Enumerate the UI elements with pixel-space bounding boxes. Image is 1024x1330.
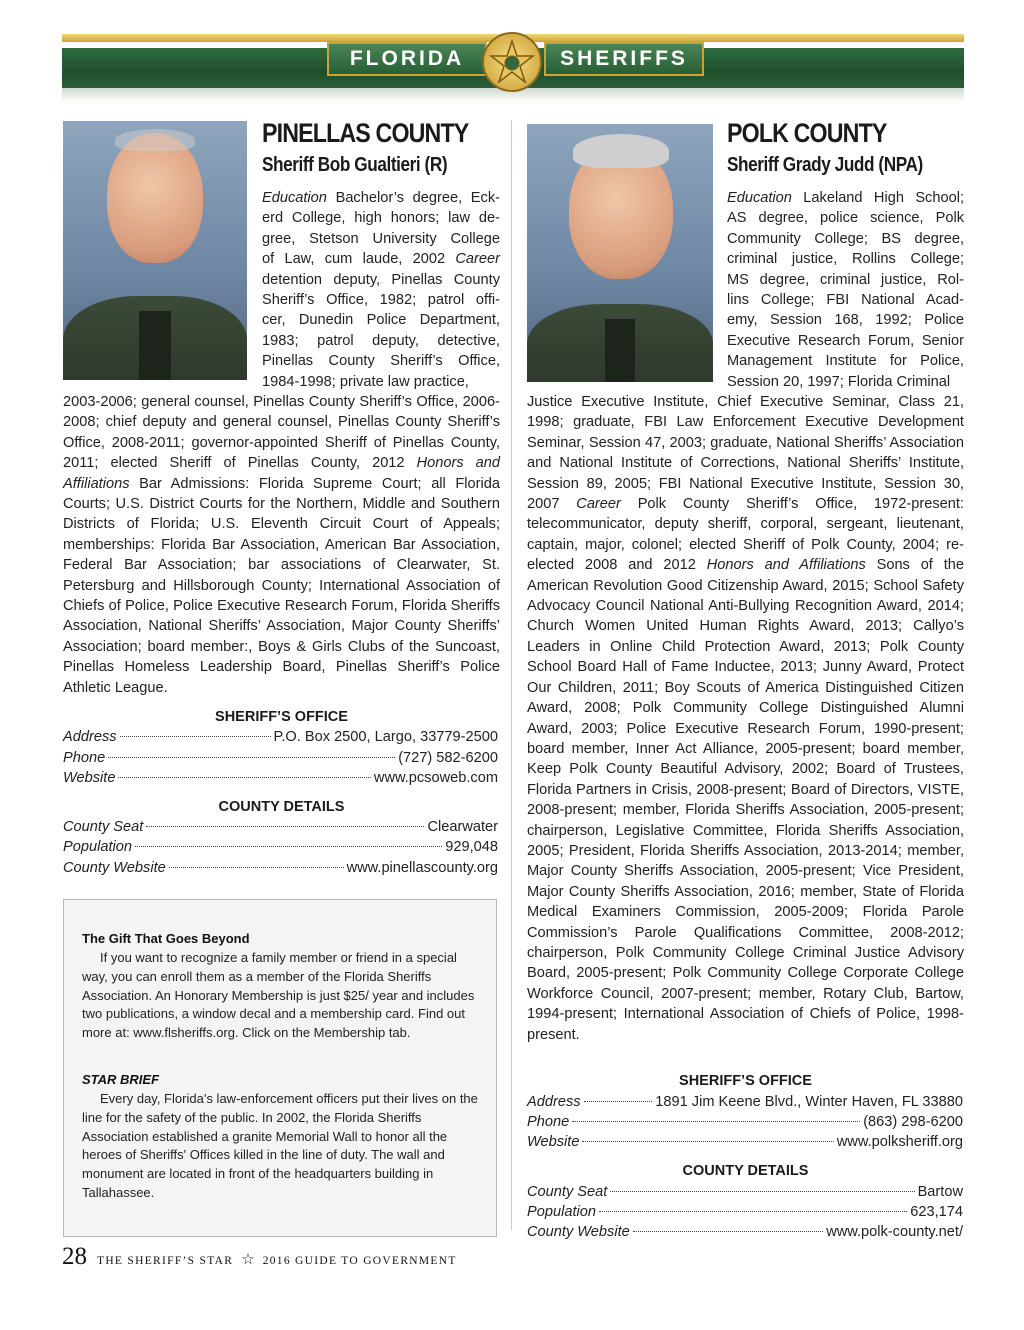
left-sheriff-name: Sheriff Bob Gualtieri (R) — [262, 154, 448, 176]
left-seat-row — [63, 819, 498, 839]
phone-label: Phone — [63, 750, 106, 766]
right-website-row — [527, 1134, 963, 1154]
county-website-link[interactable]: www.pinellascounty.org — [346, 860, 498, 876]
population-value: 623,174 — [910, 1204, 963, 1220]
right-address-row — [527, 1094, 963, 1114]
population-value: 929,048 — [445, 839, 498, 855]
county-website-label: County Website — [63, 860, 166, 876]
banner-label-sheriffs: SHERIFFS — [544, 42, 704, 76]
left-website-row — [63, 770, 498, 790]
county-website-link[interactable]: www.polk-county.net/ — [826, 1224, 963, 1240]
seat-value: Clearwater — [427, 819, 498, 835]
star-icon: ☆ — [241, 1251, 255, 1268]
address-value: 1891 Jim Keene Blvd., Winter Haven, FL 33880 — [655, 1094, 963, 1110]
seat-label: County Seat — [63, 819, 144, 835]
left-office-heading: SHERIFF’S OFFICE — [215, 709, 348, 725]
banner-label-florida: FLORIDA — [327, 42, 487, 76]
left-bio: 2003-2006; general counsel, Pinellas County Sheriff’s Office, 2006-2008; chief deputy and general counsel, Pinellas County Sheriff’s Office, 2008-2011; governor-appointed Sheriff of Pinellas County, 2011; elected Sheriff of Pinellas County, 2012 Honors and Affiliations Bar Admissions: Florida Supreme Court; all Florida Courts; U.S. District Courts for the Northern, Middle and Southern Districts of Florida; U.S. Eleventh Circuit Court of Appeals; memberships: Florida Bar Association, American Bar Association, Federal Bar Association; bar associations of Clearwater, St. Petersburg and Hillsborough County; International Association of Chiefs of Police, Police Executive Research Forum, Florida Sheriffs Association, National Sheriffs’ Association, Major County Sheriffs’ Association; board member:, Boys & Girls Clubs of the Suncoast, Pinellas Homeless Leadership Board, Pinellas Sheriff’s Police Athletic League. — [63, 394, 501, 696]
right-seat-row — [527, 1184, 963, 1204]
right-bio-top: Education Lakeland High School; AS degree, police science, Polk Community College; BS degree, criminal justice, Rollins College; MS degree, criminal justice, Rol- lins College; FBI National Acad- emy, Session 168, 1992; Police Executive Research Forum, Senior Management Institute for Police, Session 20, 1997; Florida Criminal — [727, 190, 964, 390]
right-population-row — [527, 1204, 963, 1224]
column-divider — [511, 120, 512, 1230]
phone-value: (863) 298-6200 — [863, 1114, 963, 1130]
website-link[interactable]: www.pcsoweb.com — [373, 770, 498, 786]
star-brief-paragraph: Every day, Florida’s law-enforcement officers put their lives on the line for the safety of the public. In 2002, the Florida Sheriffs Association established a granite Memorial Wall to honor all the heroes of Sheriffs' Offices killed in the line of duty. The wall and monument are located in front of the headquarters building in Tallahassee. — [82, 1091, 478, 1200]
page-number: 28 — [62, 1243, 87, 1270]
left-details-heading: COUNTY DETAILS — [218, 799, 345, 815]
header-banner — [62, 34, 964, 102]
seat-label: County Seat — [527, 1184, 608, 1200]
gift-title: The Gift That Goes Beyond — [82, 931, 250, 946]
gift-paragraph: If you want to recognize a family member or friend in a special way, you can enroll them as a member of the Florida Sheriffs Association. An Honorary Membership is just $25/ year and includes two publications, a window decal and a membership card. Find out more at: www.flsheriffs.org. Click on the Membership tab. — [82, 950, 475, 1041]
publication-name: THE SHERIFF’S STAR — [97, 1255, 234, 1267]
address-value: P.O. Box 2500, Largo, 33779-2500 — [273, 729, 498, 745]
seat-value: Bartow — [917, 1184, 963, 1200]
sheriff-judd-photo — [527, 124, 713, 382]
sheriff-star-badge-icon — [482, 32, 542, 92]
right-bio: Justice Executive Institute, Chief Executive Seminar, Class 21, 1998; graduate, FBI Law Enforcement Executive Development Seminar, Session 47, 2003; graduate, National Sheriffs’ Association and National Institute of Corrections, National Sheriffs’ Institute, Session 89, 2005; FBI National Executive Institute, Session 30, 2007 Career Polk County Sheriff’s Office, 1972-present: telecommunicator, deputy sheriff, corporal, sergeant, lieutenant, captain, major, colonel; elected Sheriff of Polk County, 2004; re-elected 2008 and 2012 Honors and Affiliations Sons of the American Revolution Good Citizenship Award, 2015; School Safety Advocacy Council National Anti-Bullying Recognition Award, 2014; Church Women United Human Rights Award, 2013; Callyo’s Leaders in Online Child Protection Award, 2013; Polk County School Board Hall of Fame Inductee, 2013; Junny Award, Protect Our Children, 2011; Boy Scouts of America Distinguished Citizen Award, 2008; Polk Community College Distinguished Alumni Award, 2003; Police Executive Research Forum, 1990-present; board member, Inner Act Alliance, 2005-present; board member, Keep Polk County Beautiful Advisory, 2002; Board of Trustees, Florida Partners in Crisis, 2008-present; Board of Directors, VISTE, 2008-present; member, Florida Sheriffs Association, 2005-present; chairperson, Legislative Committee, Florida Sheriffs Association, 2005; President, Florida Sheriffs Association, 2013-2014; member, Major County Sheriffs Association, 2005-present; Vice President, Major County Sheriffs Association, 2016; member, State of Florida Medical Examiners Commission, 2005-2009; Florida Parole Commission’s Parole Qualifications Committee, 2008-2012; chairperson, Polk Community College Criminal Justice Advisory Board, 2005-present; Polk Community College Corporate College Workforce Council, 2007-present; member, Rotary Club, Bartow, 1994-present; International Association of Chiefs of Police, 1998-present. — [527, 394, 964, 1043]
publication-subtitle: 2016 GUIDE TO GOVERNMENT — [262, 1255, 457, 1267]
info-sidebar-box — [63, 899, 497, 1237]
right-phone-row — [527, 1114, 963, 1134]
website-link[interactable]: www.polksheriff.org — [836, 1134, 963, 1150]
county-website-label: County Website — [527, 1224, 630, 1240]
right-office-heading: SHERIFF’S OFFICE — [679, 1073, 812, 1089]
website-label: Website — [527, 1134, 580, 1150]
left-population-row — [63, 839, 498, 859]
star-brief-title: STAR BRIEF — [82, 1072, 160, 1087]
left-phone-row — [63, 750, 498, 770]
address-label: Address — [63, 729, 117, 745]
left-county-website-row — [63, 860, 498, 880]
right-sheriff-name: Sheriff Grady Judd (NPA) — [727, 154, 923, 176]
phone-label: Phone — [527, 1114, 570, 1130]
page-footer — [62, 1243, 457, 1273]
left-address-row — [63, 729, 498, 749]
phone-value: (727) 582-6200 — [398, 750, 498, 766]
address-label: Address — [527, 1094, 581, 1110]
right-county-name: POLK COUNTY — [727, 118, 887, 148]
right-details-heading: COUNTY DETAILS — [682, 1163, 809, 1179]
population-label: Population — [527, 1204, 596, 1220]
right-county-website-row — [527, 1224, 963, 1244]
website-label: Website — [63, 770, 116, 786]
population-label: Population — [63, 839, 132, 855]
sheriff-gualtieri-photo — [63, 121, 247, 380]
left-bio-top: Education Bachelor’s degree, Eck- erd College, high honors; law de- gree, Stetson University College of Law, cum laude, 2002 Career detention deputy, Pinellas County Sheriff’s Office, 1982; patrol offi- cer, Dunedin Police Department, 1983; patrol deputy, detective, Pinellas County Sheriff’s Office, 1984-1998; private law practice, — [262, 190, 500, 390]
left-county-name: PINELLAS COUNTY — [262, 118, 469, 148]
